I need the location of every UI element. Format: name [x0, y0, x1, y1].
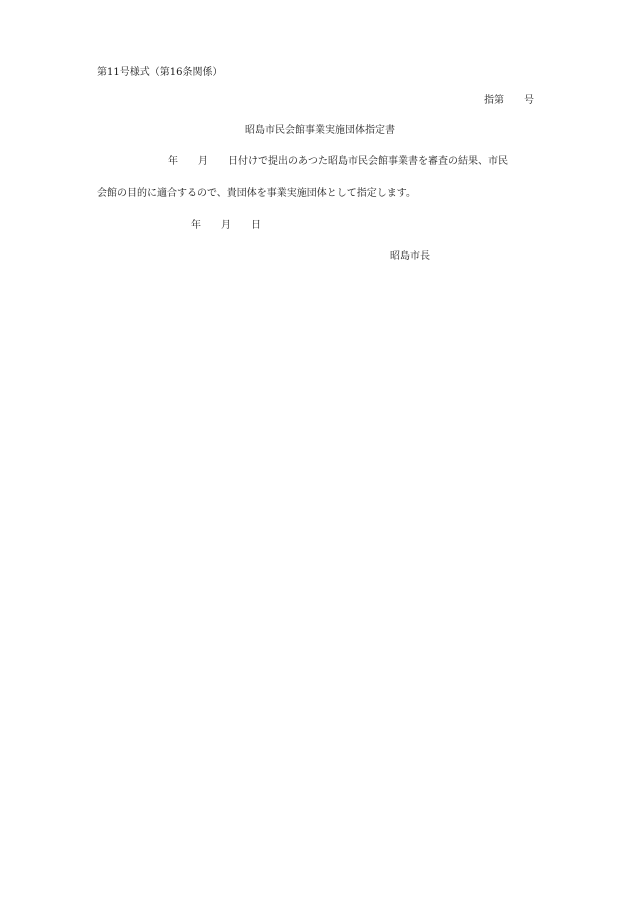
- document-title: 昭島市民会館事業実施団体指定書: [245, 125, 395, 136]
- issuer-name: 昭島市長: [390, 251, 430, 262]
- body-text-line-2: 会館の目的に適合するので、貴団体を事業実施団体として指定します。: [97, 188, 416, 199]
- body-text-line-1: 年 月 日付けで提出のあつた昭島市民会館事業書を審査の結果、市民: [168, 156, 508, 167]
- form-number: 第11号様式（第16条関係）: [97, 67, 223, 78]
- designation-number: 指第 号: [484, 95, 534, 106]
- issue-date: 年 月 日: [191, 220, 261, 231]
